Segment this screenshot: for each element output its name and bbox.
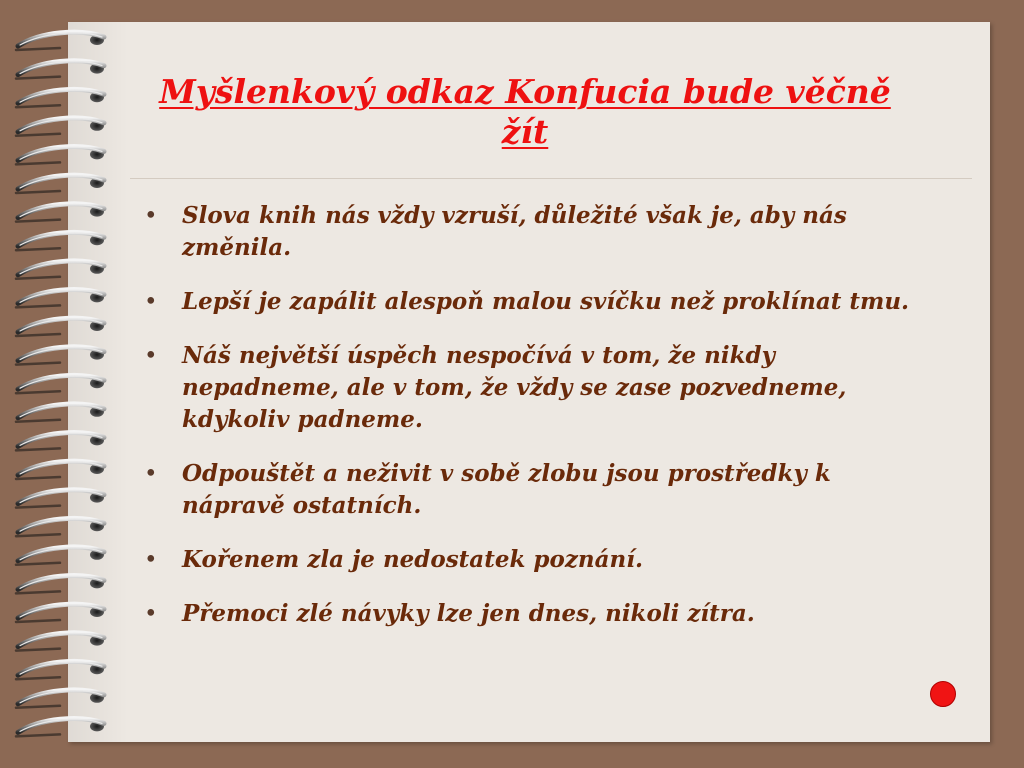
spiral-ring [16, 547, 104, 565]
spiral-ring [16, 518, 104, 536]
bullet-item-6 [140, 598, 915, 630]
spiral-ring [16, 61, 104, 79]
spiral-ring [16, 633, 104, 651]
bullet-marker: • [144, 343, 158, 369]
bullet-item-4 [140, 458, 915, 522]
spiral-binding-icon [0, 0, 120, 768]
spiral-ring [16, 290, 104, 308]
spiral-ring [16, 147, 104, 165]
bullet-marker: • [144, 203, 158, 229]
bullet-text: Kořenem zla je nedostatek poznání. [182, 546, 643, 573]
bullet-text: Slova knih nás vždy vzruší, důležité však je, aby nás změnila. [182, 202, 847, 261]
bullet-text: Náš největší úspěch nespočívá v tom, že nikdy nepadneme, ale v tom, že vždy se zase pozvedneme, kdykoliv padneme. [182, 342, 847, 433]
spiral-ring [16, 204, 104, 222]
spiral-ring [16, 232, 104, 250]
red-circle-button[interactable] [930, 681, 956, 707]
spiral-ring [16, 604, 104, 622]
spiral-ring [16, 318, 104, 336]
bullet-list [140, 200, 915, 652]
spiral-ring [16, 347, 104, 365]
spiral-ring [16, 118, 104, 136]
spiral-ring [16, 261, 104, 279]
spiral-ring [16, 375, 104, 393]
bullet-item-3 [140, 340, 915, 436]
spiral-ring [16, 461, 104, 479]
spiral-ring [16, 175, 104, 193]
spiral-ring [16, 433, 104, 451]
spiral-ring [16, 89, 104, 107]
bullet-text: Lepší je zapálit alespoň malou svíčku než proklínat tmu. [182, 288, 910, 315]
slide-title: Myšlenkový odkaz Konfucia bude věčně žít [159, 72, 891, 151]
spiral-ring [16, 690, 104, 708]
bullet-item-5 [140, 544, 915, 576]
bullet-marker: • [144, 289, 158, 315]
bullet-marker: • [144, 601, 158, 627]
bullet-text: Odpouštět a neživit v sobě zlobu jsou prostředky k nápravě ostatních. [182, 460, 831, 519]
spiral-ring [16, 404, 104, 422]
spiral-ring [16, 490, 104, 508]
spiral-ring [16, 576, 104, 594]
bullet-marker: • [144, 461, 158, 487]
bullet-text: Přemoci zlé návyky lze jen dnes, nikoli zítra. [182, 600, 755, 627]
title-divider [130, 178, 972, 179]
spiral-ring [16, 32, 104, 50]
bullet-item-1 [140, 200, 915, 264]
bullet-marker: • [144, 547, 158, 573]
spiral-ring [16, 719, 104, 737]
spiral-ring [16, 661, 104, 679]
bullet-item-2 [140, 286, 915, 318]
